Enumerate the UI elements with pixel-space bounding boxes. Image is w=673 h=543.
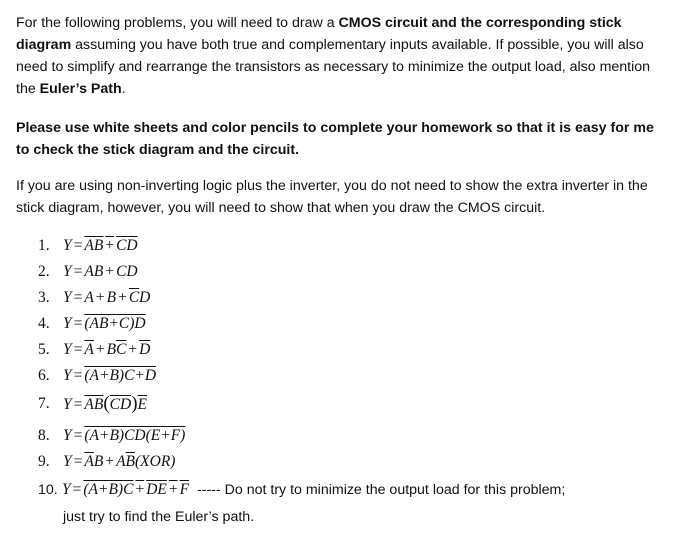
instructions-paragraph: Please use white sheets and color pencils to complete your homework so that it is easy for me to check the stick diagram and the circuit. <box>16 120 654 158</box>
problem-6 <box>38 363 668 389</box>
intro-text-2: assuming you have both true and complementary inputs available. If possible, you will also need to simplify and rearrange the transistors as necessary to minimize the output load, also mention the <box>16 37 651 97</box>
problem-8 <box>38 423 668 449</box>
equation: $Y = \overline{A}B + A\overline{B}(XOR)$ <box>63 453 176 470</box>
problem-10-note: ----- Do not try to minimize the output load for this problem; <box>197 482 566 498</box>
problem-number: 9. <box>38 453 50 470</box>
equation: $Y = A + B + \overline{C}D$ <box>63 289 151 306</box>
problem-10-note-continued: just try to find the Euler’s path. <box>63 509 255 525</box>
inverter-note-paragraph: If you are using non-inverting logic plus the inverter, you do not need to show the extra inverter in the stick diagram, however, you will need to show that when you draw the CMOS circuit. <box>16 178 648 216</box>
intro-text-3: . <box>121 81 126 97</box>
intro-bold-euler: Euler’s Path <box>39 81 122 97</box>
equation: $Y = \overline{AB}(\overline{CD})\overline{E}$ <box>63 393 147 414</box>
problem-3 <box>38 285 668 311</box>
problem-number: 5. <box>38 341 50 358</box>
equation: Y = (A+B)C+D <box>63 367 157 384</box>
problem-list <box>38 233 668 503</box>
problem-number: 2. <box>38 263 50 280</box>
problem-1 <box>38 233 668 259</box>
intro-text-1: For the following problems, you will need to draw a <box>16 15 339 31</box>
problem-7 <box>38 389 668 419</box>
intro-bold-cmos: CMOS circuit and the corresponding stick diagram <box>16 15 622 53</box>
problem-number: 4. <box>38 315 50 332</box>
problem-9 <box>38 449 668 475</box>
equation: Y = (A+B)CD(E+F) <box>63 427 186 444</box>
equation: $Y = \overline{A} + B\overline{C} + \overline{D}$ <box>63 341 151 358</box>
equation: Y = AB + CD <box>63 237 138 254</box>
problem-5 <box>38 337 668 363</box>
problem-2 <box>38 259 668 285</box>
problem-number: 10. <box>38 482 58 498</box>
problem-number: 7. <box>38 395 50 412</box>
problem-number: 8. <box>38 427 50 444</box>
equation: Y = AB + CD <box>63 263 138 280</box>
problem-number: 6. <box>38 367 50 384</box>
equation: Y = (AB+C)D <box>63 315 146 332</box>
problem-10 <box>38 477 668 503</box>
intro-paragraph <box>16 12 661 100</box>
problem-number: 3. <box>38 289 50 306</box>
problem-4 <box>38 311 668 337</box>
equation: Y = (A+B)C + DE + F <box>62 481 190 498</box>
problem-number: 1. <box>38 237 50 254</box>
